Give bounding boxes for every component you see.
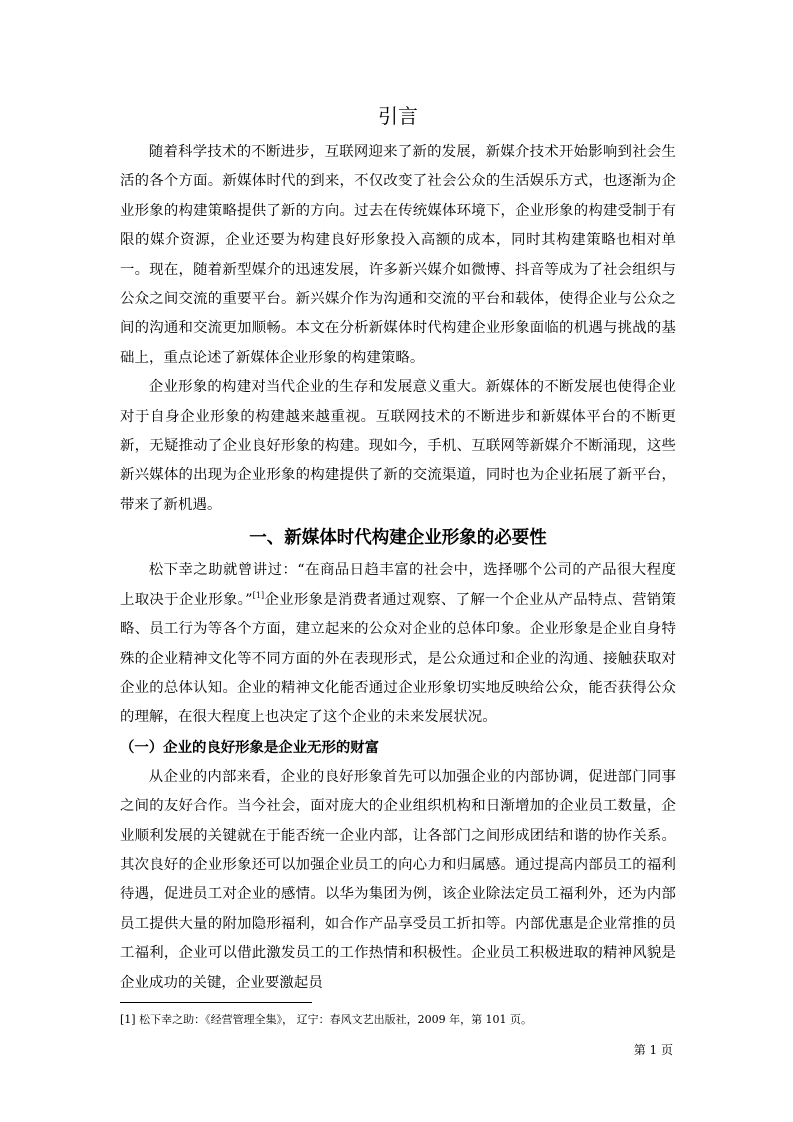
footnote-text: [1] 松下幸之助：《经营管理全集》， 辽宁：春风文艺出版社，2009 年，第 101 页。	[120, 1013, 533, 1026]
subsection-heading: （一）企业的良好形象是企业无形的财富	[120, 739, 380, 756]
footnote-divider	[120, 1002, 312, 1003]
intro-paragraph-2: 企业形象的构建对当代企业的生存和发展意义重大。新媒体的不断发展也使得企业对于自身企业形象的构建越来越重视。互联网技术的不断进步和新媒体平台的不断更新，无疑推动了企业良好形象的构建。现如今，手机、互联网等新媒介不断涌现，这些新兴媒体的出现为企业形象的构建提供了新的交流渠道，同时也为企业拓展了新平台，带来了新机遇。	[120, 379, 676, 513]
section-paragraph-text: 企业形象是消费者通过观察、了解一个企业从产品特点、营销策略、员工行为等各个方面，建立起来的公众对企业的总体印象。企业形象是企业自身特殊的企业精神文化等不同方面的外在表现形式，是公众通过和企业的沟通、接触获取对企业的总体认知。企业的精神文化能否通过企业形象切实地反映给公众，能否获得公众的理解，在很大程度上也决定了这个企业的未来发展状况。	[120, 591, 676, 726]
subsection-paragraph: 从企业的内部来看，企业的良好形象首先可以加强企业的内部协调，促进部门同事之间的友好合作。当今社会，面对庞大的企业组织机构和日渐增加的企业员工数量，企业顺利发展的关键就在于能否统一企业内部，让各部门之间形成团结和谐的协作关系。其次良好的企业形象还可以加强企业员工的向心力和归属感。通过提高内部员工的福利待遇，促进员工对企业的感情。以华为集团为例，该企业除法定员工福利外，还为内部员工提供大量的附加隐形福利，如合作产品享受员工折扣等。内部优惠是企业常推的员工福利，企业可以借此激发员工的工作热情和积极性。企业员工积极进取的精神风貌是企业成功的关键，企业要激起员	[120, 768, 676, 991]
section-paragraph	[120, 556, 676, 732]
intro-paragraph-1: 随着科学技术的不断进步，互联网迎来了新的发展，新媒介技术开始影响到社会生活的各个方面。新媒体时代的到来，不仅改变了社会公众的生活娱乐方式，也逐渐为企业形象的构建策略提供了新的方向。过去在传统媒体环境下，企业形象的构建受制于有限的媒介资源，企业还要为构建良好形象投入高额的成本，同时其构建策略也相对单一。现在，随着新型媒介的迅速发展，许多新兴媒介如微博、抖音等成为了社会组织与公众之间交流的重要平台。新兴媒介作为沟通和交流的平台和载体，使得企业与公众之间的沟通和交流更加顺畅。本文在分析新媒体时代构建企业形象面临的机遇与挑战的基础上，重点论述了新媒体企业形象的构建策略。	[120, 144, 676, 366]
footnote-reference[interactable]: [1]	[252, 590, 265, 600]
page-title: 引言	[378, 104, 418, 128]
quote-text: 松下幸之助就曾讲过：“在商品日趋丰富的社会中，选择哪个公司的产品很大程度上取决于企业形象。”	[120, 562, 676, 608]
section-heading: 一、新媒体时代构建企业形象的必要性	[249, 528, 547, 549]
page-number: 第 1 页	[633, 1043, 673, 1057]
page-body	[120, 102, 676, 998]
